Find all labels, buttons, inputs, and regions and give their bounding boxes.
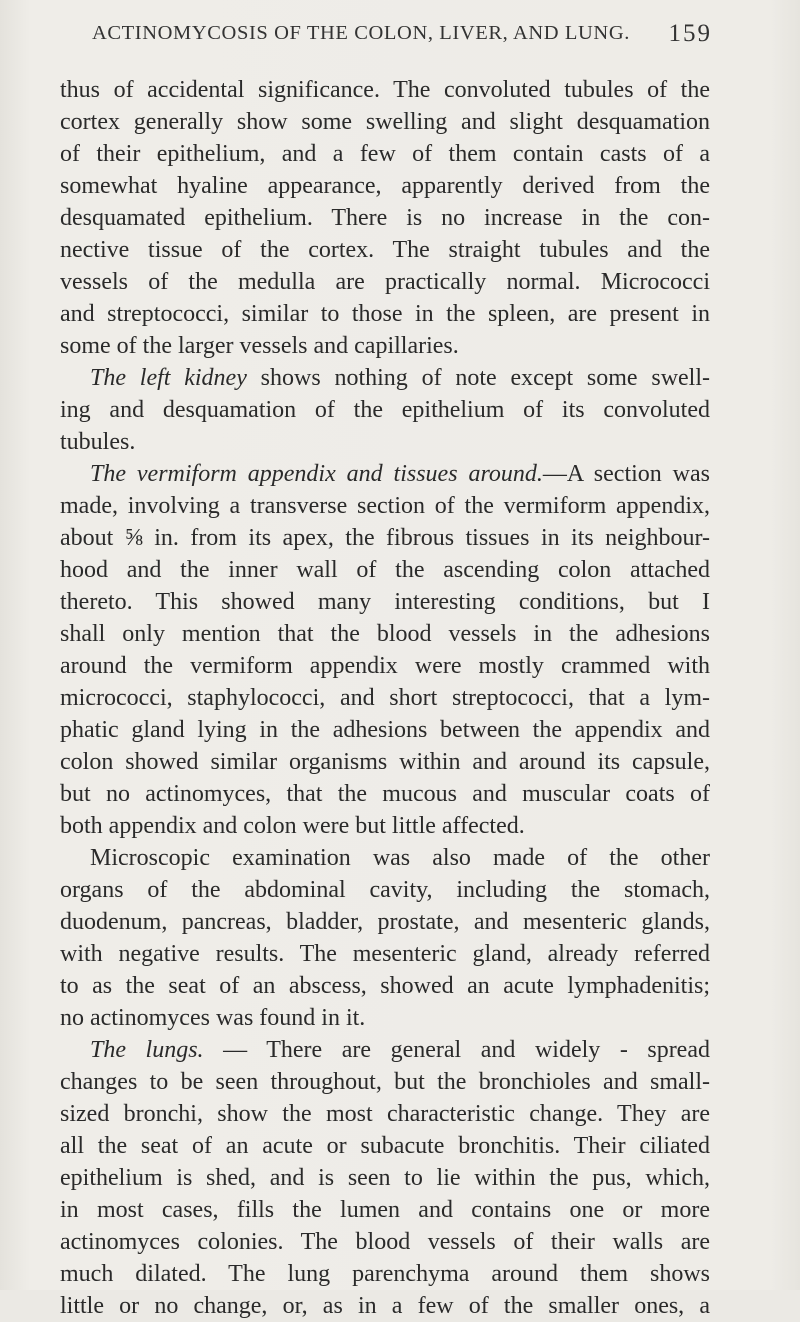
section-heading-lungs: The lungs. (90, 1037, 204, 1063)
text-line: The vermiform appendix and tissues around.—A section was (90, 461, 710, 487)
text-line: somewhat hyaline appearance, apparently derived from the (60, 173, 710, 199)
text-line: actinomyces colonies. The blood vessels of their walls are (60, 1229, 710, 1255)
text-line: all the seat of an acute or subacute bronchitis. Their ciliated (60, 1133, 710, 1159)
text-line: and streptococci, similar to those in the spleen, are present in (60, 301, 710, 327)
text-line: no actinomyces was found in it. (60, 1005, 366, 1031)
text-line: phatic gland lying in the adhesions between the appendix and (60, 717, 710, 743)
text-line: hood and the inner wall of the ascending colon attached (60, 557, 710, 583)
text-line: nective tissue of the cortex. The straight tubules and the (60, 237, 710, 263)
body-text (60, 74, 710, 1322)
text-line: ing and desquamation of the epithelium of its convoluted (60, 397, 710, 423)
text-line: cortex generally show some swelling and slight desquamation (60, 109, 710, 135)
text-line: micrococci, staphylococci, and short streptococci, that a lym- (60, 685, 710, 711)
text-line: to as the seat of an abscess, showed an acute lymphadenitis; (60, 973, 710, 999)
text-line: epithelium is shed, and is seen to lie within the pus, which, (60, 1165, 710, 1191)
text-line: around the vermiform appendix were mostly crammed with (60, 653, 710, 679)
text-line: The left kidney shows nothing of note except some swell- (90, 365, 710, 391)
text-line: Microscopic examination was also made of the other (90, 845, 710, 871)
text-line: thus of accidental significance. The convoluted tubules of the (60, 77, 710, 103)
running-head (92, 22, 712, 56)
text-line: but no actinomyces, that the mucous and muscular coats of (60, 781, 710, 807)
text-line: organs of the abdominal cavity, including the stomach, (60, 877, 710, 903)
text-line: little or no change, or, as in a few of the smaller ones, a (60, 1293, 710, 1319)
text-line: thereto. This showed many interesting conditions, but I (60, 589, 710, 615)
text-line: in most cases, fills the lumen and contains one or more (60, 1197, 710, 1223)
text-line: made, involving a transverse section of the vermiform appendix, (60, 493, 710, 519)
text-line: vessels of the medulla are practically normal. Micrococci (60, 269, 710, 295)
section-heading-left-kidney: The left kidney (90, 365, 247, 391)
text-line: The lungs. — There are general and widely - spread (90, 1037, 710, 1063)
page-number: 159 (668, 20, 712, 47)
text-line: shall only mention that the blood vessels in the adhesions (60, 621, 710, 647)
text-line: colon showed similar organisms within and around its capsule, (60, 749, 710, 775)
running-title: ACTINOMYCOSIS OF THE COLON, LIVER, AND LUNG. (92, 22, 630, 44)
text-line: sized bronchi, show the most characteristic change. They are (60, 1101, 710, 1127)
text-line: changes to be seen throughout, but the bronchioles and small- (60, 1069, 710, 1095)
section-heading-appendix: The vermiform appendix and tissues around. (90, 461, 543, 487)
text-line: about ⅝ in. from its apex, the fibrous tissues in its neighbour- (60, 525, 710, 551)
text-line: desquamated epithelium. There is no increase in the con- (60, 205, 710, 231)
text-line: of their epithelium, and a few of them contain casts of a (60, 141, 710, 167)
text-line: both appendix and colon were but little affected. (60, 813, 525, 839)
text-line: duodenum, pancreas, bladder, prostate, and mesenteric glands, (60, 909, 710, 935)
text-line: tubules. (60, 429, 136, 455)
text-line: with negative results. The mesenteric gland, already referred (60, 941, 710, 967)
text-line: much dilated. The lung parenchyma around them shows (60, 1261, 710, 1287)
text-line: some of the larger vessels and capillaries. (60, 333, 459, 359)
